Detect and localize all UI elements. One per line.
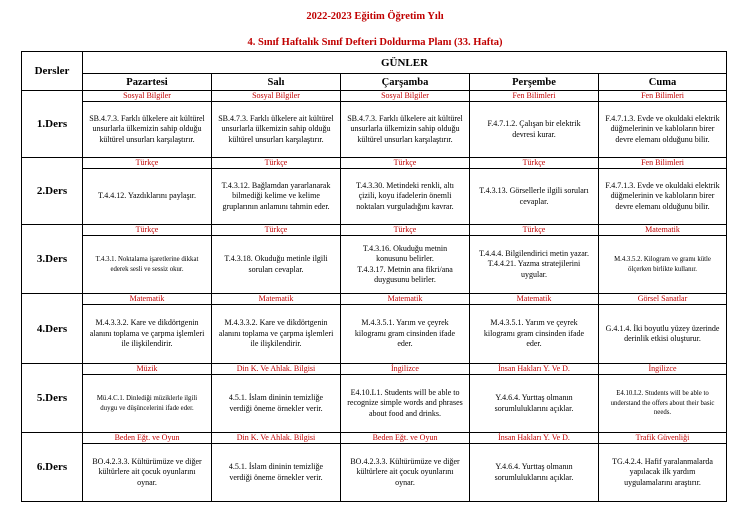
outcome-text: Y.4.6.4. Yurttaş olmanın sorumluluklarını açıklar.	[494, 393, 574, 413]
subject-label: İnsan Hakları Y. Ve D.	[470, 433, 598, 444]
outcome-text: T.4.3.12. Bağlamdan yararlanarak bilmediği kelime ve kelime gruplarının anlamını tahmin eder.	[221, 180, 331, 211]
table-row	[22, 158, 727, 225]
lesson-cell	[212, 91, 341, 158]
outcome-text: T.4.4.4. Bilgilendirici metin yazar. T.4.4.21. Yazma stratejilerini uygular.	[478, 248, 590, 279]
subject-label: Türkçe	[212, 158, 340, 169]
outcome-text: G.4.1.4. İki boyutlu yüzey üzerinde derinlik etkisi oluşturur.	[605, 323, 720, 343]
day-header: Pazartesi	[83, 74, 212, 91]
subject-label: Sosyal Bilgiler	[83, 91, 211, 102]
outcome-text: E4.10.L2. Students will be able to understand the offers about their basic needs.	[610, 390, 715, 417]
subject-label: Fen Bilimleri	[470, 91, 598, 102]
outcome-text: M.4.3.5.2. Kilogram ve gramı kütle ölçerken birlikte kullanır.	[614, 256, 711, 273]
subject-label: Sosyal Bilgiler	[212, 91, 340, 102]
subject-label: Trafik Güvenliği	[599, 433, 726, 444]
lesson-cell	[83, 433, 212, 502]
day-header: Cuma	[599, 74, 727, 91]
outcome-text: T.4.3.13. Görsellerle ilgili soruları cevaplar.	[479, 186, 589, 206]
subject-label: Türkçe	[341, 225, 469, 236]
subject-label: Müzik	[83, 364, 211, 375]
lesson-label: 3.Ders	[22, 225, 83, 294]
document-title: 2022-2023 Eğitim Öğretim Yılı	[306, 11, 444, 22]
outcome-text: Y.4.6.4. Yurttaş olmanın sorumluluklarını açıklar.	[494, 462, 574, 482]
outcome-text: F.4.7.1.3. Evde ve okuldaki elektrik düğmelerinin ve kabloların birer devre elemanı olduğunu bilir.	[605, 113, 720, 144]
outcome-text: E4.10.L1. Students will be able to recognize simple words and phrases about food and drinks.	[347, 387, 463, 418]
lesson-cell	[212, 158, 341, 225]
subject-label: Matematik	[83, 294, 211, 305]
outcome-text: SB.4.7.3. Farklı ülkelere ait kültürel unsurlarla ülkemizin sahip olduğu kültürel unsurları karşılaştırır.	[347, 113, 463, 144]
subject-label: Fen Bilimleri	[599, 91, 726, 102]
subject-label: Türkçe	[83, 225, 211, 236]
table-row	[22, 433, 727, 502]
lesson-cell	[470, 294, 599, 364]
lesson-cell	[83, 91, 212, 158]
lesson-cell	[83, 158, 212, 225]
outcome-text: T.4.3.18. Okuduğu metinle ilgili soruları cevaplar.	[224, 254, 328, 274]
weekly-plan-table	[21, 51, 727, 502]
lesson-cell	[599, 158, 727, 225]
subject-label: Türkçe	[212, 225, 340, 236]
day-header: Çarşamba	[341, 74, 470, 91]
subject-label: Görsel Sanatlar	[599, 294, 726, 305]
lesson-label: 2.Ders	[22, 158, 83, 225]
outcome-text: T.4.4.12. Yazdıklarını paylaşır.	[97, 191, 197, 201]
days-group-header: GÜNLER	[83, 52, 727, 74]
lesson-cell	[341, 91, 470, 158]
lesson-cell	[83, 225, 212, 294]
subject-label: İngilizce	[341, 364, 469, 375]
lesson-cell	[212, 294, 341, 364]
subject-label: İngilizce	[599, 364, 726, 375]
lesson-cell	[341, 225, 470, 294]
subject-label: Beden Eğt. ve Oyun	[341, 433, 469, 444]
outcome-text: TG.4.2.4. Hafif yaralanmalarda yapılacak ilk yardım uygulamalarını araştırır.	[612, 456, 713, 487]
table-row	[22, 91, 727, 158]
subject-label: Matematik	[341, 294, 469, 305]
lesson-cell	[212, 433, 341, 502]
lesson-cell	[599, 294, 727, 364]
lesson-cell	[599, 364, 727, 433]
lesson-label: 6.Ders	[22, 433, 83, 502]
subject-label: Din K. Ve Ahlak. Bilgisi	[212, 433, 340, 444]
lesson-cell	[470, 225, 599, 294]
lesson-cell	[470, 158, 599, 225]
outcome-text: M.4.3.3.2. Kare ve dikdörtgenin alanını toplama ve çarpma işlemleri ile ilişkilendirir.	[89, 318, 205, 349]
table-row	[22, 294, 727, 364]
lesson-label: 5.Ders	[22, 364, 83, 433]
subject-label: Türkçe	[341, 158, 469, 169]
table-row	[22, 225, 727, 294]
subject-label: İnsan Hakları Y. Ve D.	[470, 364, 598, 375]
table-row	[22, 364, 727, 433]
outcome-text: F.4.7.1.2. Çalışan bir elektrik devresi kurar.	[487, 119, 581, 139]
outcome-text: T.4.3.16. Okuduğu metnin konusunu belirler. T.4.3.17. Metnin ana fikri/ana duygusunu belirler.	[357, 243, 453, 284]
subject-label: Türkçe	[470, 225, 598, 236]
outcome-text: F.4.7.1.3. Evde ve okuldaki elektrik düğmelerinin ve kabloların birer devre elemanı olduğunu bilir.	[605, 180, 720, 211]
day-header: Perşembe	[470, 74, 599, 91]
lesson-cell	[470, 364, 599, 433]
lesson-cell	[470, 433, 599, 502]
subject-label: Beden Eğt. ve Oyun	[83, 433, 211, 444]
lesson-cell	[212, 364, 341, 433]
lesson-cell	[599, 91, 727, 158]
subject-label: Fen Bilimleri	[599, 158, 726, 169]
lesson-cell	[212, 225, 341, 294]
lesson-cell	[341, 433, 470, 502]
outcome-text: SB.4.7.3. Farklı ülkelere ait kültürel unsurlarla ülkemizin sahip olduğu kültürel unsurları karşılaştırır.	[218, 113, 334, 144]
lesson-cell	[341, 294, 470, 364]
lesson-cell	[341, 158, 470, 225]
outcome-text: M.4.3.5.1. Yarım ve çeyrek kilogramı gram cinsinden ifade eder.	[483, 318, 585, 349]
subject-label: Matematik	[599, 225, 726, 236]
lesson-cell	[470, 91, 599, 158]
subject-label: Sosyal Bilgiler	[341, 91, 469, 102]
lesson-cell	[599, 433, 727, 502]
subject-label: Din K. Ve Ahlak. Bilgisi	[212, 364, 340, 375]
lesson-label: 4.Ders	[22, 294, 83, 364]
outcome-text: T.4.3.30. Metindeki renkli, altı çizili, koyu ifadelerin önemli noktaları vurguladığını kavrar.	[355, 180, 455, 211]
corner-header: Dersler	[22, 52, 83, 91]
outcome-text: M.4.3.5.1. Yarım ve çeyrek kilogramı gram cinsinden ifade eder.	[354, 318, 456, 349]
document-subtitle: 4. Sınıf Haftalık Sınıf Defteri Doldurma Planı (33. Hafta)	[247, 37, 503, 48]
outcome-text: 4.5.1. İslam dininin temizliğe verdiği öneme örnekler verir.	[228, 462, 324, 482]
subject-label: Matematik	[470, 294, 598, 305]
outcome-text: BO.4.2.3.3. Kültürümüze ve diğer kültürlere ait çocuk oyunlarını oynar.	[350, 456, 460, 487]
outcome-text: BO.4.2.3.3. Kültürümüze ve diğer kültürlere ait çocuk oyunlarını oynar.	[92, 456, 202, 487]
lesson-cell	[599, 225, 727, 294]
lesson-cell	[83, 364, 212, 433]
lesson-cell	[341, 364, 470, 433]
lesson-cell	[83, 294, 212, 364]
outcome-text: Mü.4.C.1. Dinlediği müziklerle ilgili duygu ve düşüncelerini ifade eder.	[96, 395, 198, 412]
lesson-label: 1.Ders	[22, 91, 83, 158]
subject-label: Matematik	[212, 294, 340, 305]
day-header: Salı	[212, 74, 341, 91]
subject-label: Türkçe	[83, 158, 211, 169]
outcome-text: M.4.3.3.2. Kare ve dikdörtgenin alanını toplama ve çarpma işlemleri ile ilişkilendirir.	[218, 318, 334, 349]
outcome-text: T.4.3.1. Noktalama işaretlerine dikkat ederek sesli ve sessiz okur.	[95, 256, 199, 273]
subject-label: Türkçe	[470, 158, 598, 169]
outcome-text: 4.5.1. İslam dininin temizliğe verdiği öneme örnekler verir.	[228, 393, 324, 413]
outcome-text: SB.4.7.3. Farklı ülkelere ait kültürel unsurlarla ülkemizin sahip olduğu kültürel unsurları karşılaştırır.	[89, 113, 205, 144]
